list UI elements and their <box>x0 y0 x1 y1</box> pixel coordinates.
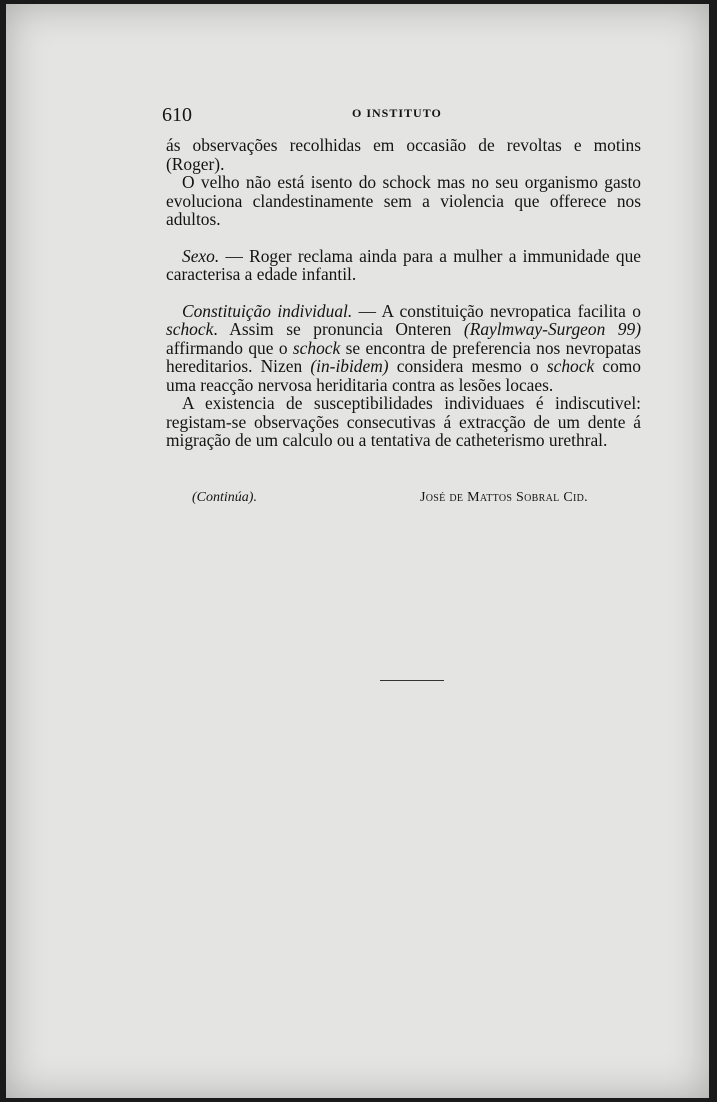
citation: (in-ibidem) <box>310 356 389 376</box>
citation: (Raylmway-Surgeon 99) <box>463 319 641 339</box>
paragraph-5 <box>166 394 641 450</box>
paragraph-sexo-text: — Roger reclama ainda para a mulher a immunidade que caracterisa a edade infantil. <box>166 245 641 284</box>
text-segment: — A constituição nevropatica facilita o <box>352 300 641 321</box>
paragraph-5-text: A existencia de susceptibilidades individuaes é indiscutivel: registam-se observações consecutivas á extracção de um dente á migração de um calculo ou a tentativa de catheterismo urethral. <box>166 393 641 450</box>
text-segment: . Assim se pronuncia Onteren <box>213 319 464 339</box>
continua-note: (Continúa). <box>192 490 257 505</box>
document-page <box>6 4 709 1098</box>
paragraph-1: ás observações recolhidas em occasião de revoltas e motins (Roger). <box>166 135 641 174</box>
italic-term: schock <box>166 319 214 339</box>
text-segment: considera mesmo o <box>388 356 547 376</box>
paragraph-2 <box>166 173 641 229</box>
paragraph-sexo <box>166 247 641 284</box>
author-signature: José de Mattos Sobral Cid. <box>420 490 588 505</box>
text-segment: affirmando que o <box>166 337 293 358</box>
text-segment: se encontra de preferencia nos nevropatas hereditarios. Nizen <box>166 337 641 376</box>
section-divider <box>380 680 444 681</box>
paragraph-2-text: O velho não está isento do schock mas no seu organismo gasto evoluciona clandestinamente sem a violencia que offerece nos adultos. <box>166 172 641 229</box>
section-label-constituicao: Constituição individual. <box>182 300 353 321</box>
page-number: 610 <box>162 104 192 126</box>
section-label-sexo: Sexo. <box>182 245 220 266</box>
running-title: O INSTITUTO <box>352 106 442 120</box>
paragraph-constituicao <box>166 302 641 395</box>
italic-term: schock <box>546 356 595 376</box>
italic-term: schock <box>292 337 341 358</box>
article-body <box>166 136 641 450</box>
text-segment: como uma reacção nervosa heriditaria contra as lesões locaes. <box>166 356 642 395</box>
